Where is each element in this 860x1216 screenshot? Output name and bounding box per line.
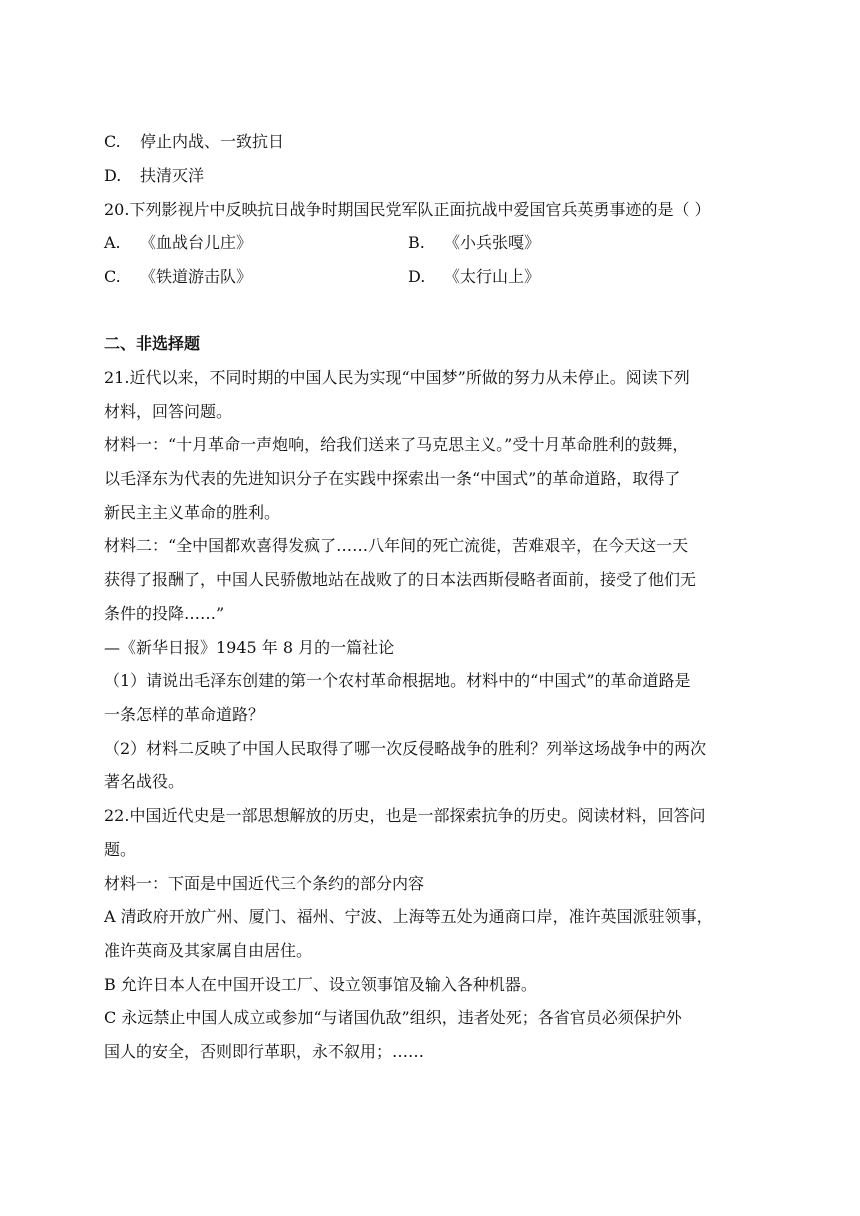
option-text: 扶清灭洋 bbox=[140, 166, 205, 185]
q21-line: 21.近代以来，不同时期的中国人民为实现“中国梦”所做的努力从未停止。阅读下列 bbox=[104, 368, 690, 387]
option-text: 《太行山上》 bbox=[444, 267, 541, 286]
q21-subquestion: 一条怎样的革命道路？ bbox=[104, 705, 265, 724]
q21-line: 以毛泽东为代表的先进知识分子在实践中探索出一条“中国式”的革命道路，取得了 bbox=[104, 469, 681, 488]
option-label: C. bbox=[104, 132, 121, 151]
option-label: D. bbox=[408, 267, 426, 286]
q21-source: —《新华日报》1945 年 8 月的一篇社论 bbox=[104, 638, 395, 657]
q21-subquestion: （1）请说出毛泽东创建的第一个农村革命根据地。材料中的“中国式”的革命道路是 bbox=[104, 671, 691, 690]
option-text: 停止内战、一致抗日 bbox=[140, 132, 285, 151]
q22-line: A 清政府开放广州、厦门、福州、宁波、上海等五处为通商口岸，准许英国派驻领事， bbox=[104, 907, 713, 926]
section-heading: 二、非选择题 bbox=[104, 334, 201, 353]
q21-line: 条件的投降……” bbox=[104, 604, 225, 623]
q22-line: B 允许日本人在中国开设工厂、设立领事馆及输入各种机器。 bbox=[104, 975, 537, 994]
q19-option-d bbox=[104, 165, 204, 187]
option-label: D. bbox=[104, 166, 122, 185]
q22-line: 国人的安全，否则即行革职，永不叙用；…… bbox=[104, 1042, 425, 1061]
q20-stem: 20.下列影视片中反映抗日战争时期国民党军队正面抗战中爱国官兵英勇事迹的是（ ） bbox=[104, 200, 711, 219]
q20-option-c bbox=[104, 266, 252, 288]
q20-option-b bbox=[408, 232, 540, 254]
q21-line: 材料二：“全中国都欢喜得发疯了……八年间的死亡流徙，苦难艰辛，在今天这一天 bbox=[104, 536, 689, 555]
q22-line: 材料一：下面是中国近代三个条约的部分内容 bbox=[104, 874, 425, 893]
option-label: A. bbox=[104, 233, 121, 252]
q21-subquestion: （2）材料二反映了中国人民取得了哪一次反侵略战争的胜利？列举这场战争中的两次 bbox=[104, 739, 707, 758]
q22-line: 准许英商及其家属自由居住。 bbox=[104, 941, 313, 960]
q20-option-d bbox=[408, 266, 540, 288]
q22-line: 题。 bbox=[104, 840, 137, 859]
option-text: 《铁道游击队》 bbox=[140, 267, 253, 286]
q22-line: C 永远禁止中国人成立或参加“与诸国仇敌”组织，违者处死；各省官员必须保护外 bbox=[104, 1008, 682, 1027]
option-label: B. bbox=[408, 233, 425, 252]
q21-subquestion: 著名战役。 bbox=[104, 772, 185, 791]
option-label: C. bbox=[104, 267, 121, 286]
q20-option-a bbox=[104, 232, 252, 254]
option-text: 《血战台儿庄》 bbox=[140, 233, 253, 252]
q22-line: 22.中国近代史是一部思想解放的历史，也是一部探索抗争的历史。阅读材料，回答问 bbox=[104, 806, 706, 825]
q21-line: 获得了报酬了，中国人民骄傲地站在战败了的日本法西斯侵略者面前，接受了他们无 bbox=[104, 570, 697, 589]
q21-line: 材料，回答问题。 bbox=[104, 402, 233, 421]
q21-line: 新民主主义革命的胜利。 bbox=[104, 503, 281, 522]
q19-option-c bbox=[104, 131, 284, 153]
q21-line: 材料一：“十月革命一声炮响，给我们送来了马克思主义。”受十月革命胜利的鼓舞， bbox=[104, 435, 689, 454]
option-text: 《小兵张嘎》 bbox=[444, 233, 541, 252]
